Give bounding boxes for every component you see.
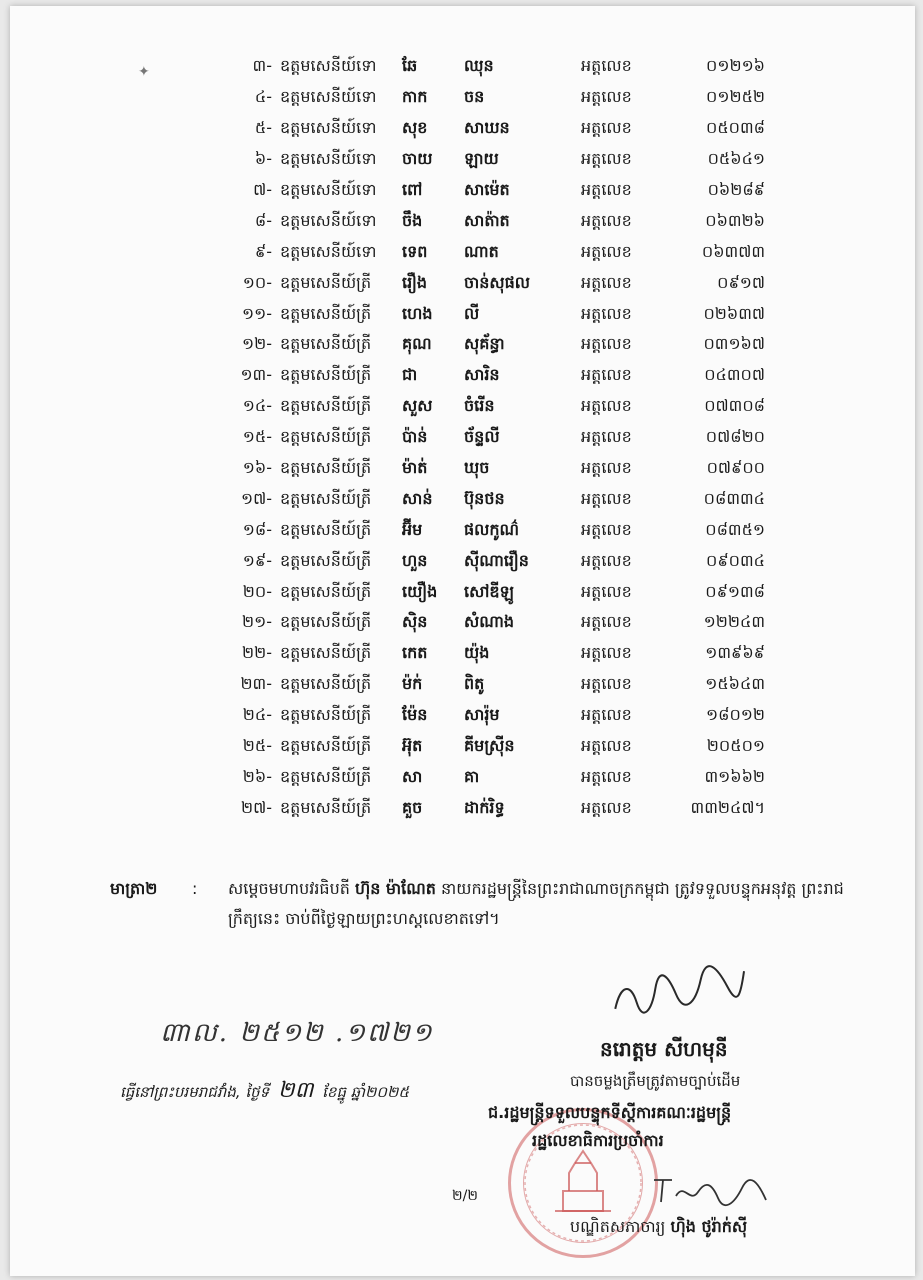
family-name: គួច (402, 797, 423, 817)
row-number: ១០- (242, 272, 272, 292)
row-number: ៤- (254, 87, 272, 107)
row-number: ២៤- (242, 705, 272, 725)
id-number: ២០៥០១ (706, 736, 765, 756)
family-name: សាន់ (402, 488, 433, 508)
id-label: អត្តលេខ (581, 365, 632, 385)
id-number: ០៧៣០៨ (704, 396, 765, 416)
rank-title: ឧត្តមសេនីយ៍ទោ (280, 118, 377, 138)
family-name: ទេព (402, 241, 428, 261)
rank-title: ឧត្តមសេនីយ៍ទោ (280, 210, 377, 230)
given-name: ប៊ុនថន (464, 488, 505, 508)
place-date (120, 1076, 409, 1108)
given-name: គា (464, 766, 480, 786)
rank-title: ឧត្តមសេនីយ៍ត្រី (280, 365, 372, 385)
list-row (10, 762, 765, 793)
certified-copy-note: បានចម្លងត្រឹមត្រូវតាមច្បាប់ដើម (570, 1072, 741, 1090)
row-number: ១៣- (240, 365, 272, 385)
id-label: អត្តលេខ (581, 458, 632, 478)
row-number: ១១- (242, 303, 272, 323)
id-label: អត្តលេខ (581, 272, 632, 292)
list-row (10, 454, 765, 485)
list-row (10, 52, 765, 83)
article-name: ហ៊ុន ម៉ាណែត (354, 879, 436, 898)
row-number: ៣- (252, 56, 272, 76)
given-name: ចន (464, 87, 485, 107)
family-name: សួស (402, 396, 433, 416)
row-number: ៥- (254, 118, 272, 138)
row-number: ២៣- (240, 674, 272, 694)
given-name: សាត៉ាត (464, 210, 510, 230)
given-name: ផលកូណ៌ (464, 519, 520, 539)
article-text (228, 874, 854, 934)
id-label: អត្តលេខ (581, 519, 632, 539)
rank-title: ឧត្តមសេនីយ៍ត្រី (280, 272, 372, 292)
id-label: អត្តលេខ (581, 303, 632, 323)
family-name: អ៊ុត (402, 736, 423, 756)
id-label: អត្តលេខ (581, 705, 632, 725)
row-number: ២៦- (242, 766, 272, 786)
id-label: អត្តលេខ (581, 210, 632, 230)
family-name: ពៅ (402, 180, 423, 199)
rank-title: ឧត្តមសេនីយ៍ទោ (280, 56, 377, 76)
given-name: គីមស្រ៊ីន (464, 736, 515, 756)
id-number: ៣៣២៤៧។ (690, 797, 765, 817)
family-name: ហេង (402, 303, 433, 323)
list-row (10, 793, 765, 824)
family-name: អ៊ីម (402, 519, 423, 539)
list-row (10, 639, 765, 670)
rank-title: ឧត្តមសេនីយ៍ទោ (280, 149, 377, 169)
given-name: ដាក់រិទ្ធ (464, 797, 505, 817)
article-text-before: សម្តេចមហាបវរធិបតី (228, 879, 355, 898)
family-name: ម៉ែន (402, 705, 428, 725)
given-name: ច័ន្ទលី (464, 427, 500, 447)
rank-title: ឧត្តមសេនីយ៍ត្រី (280, 427, 372, 447)
rank-title: ឧត្តមសេនីយ៍ត្រី (280, 334, 372, 354)
list-row (10, 670, 765, 701)
place-date-after: ខែធ្នូ ឆ្នាំ២០២៥ (322, 1083, 409, 1101)
list-row (10, 608, 765, 639)
id-number: ០៦២៨៩ (707, 180, 765, 199)
id-label: អត្តលេខ (581, 396, 632, 416)
id-number: ១៨០១២ (706, 705, 765, 725)
list-row (10, 732, 765, 763)
rank-title: ឧត្តមសេនីយ៍ទោ (280, 180, 377, 199)
given-name: លី (464, 303, 480, 323)
article-colon: : (192, 879, 198, 898)
rank-title: ឧត្តមសេនីយ៍ត្រី (280, 488, 372, 508)
id-number: ០៩១៧ (717, 272, 765, 292)
row-number: ៧- (253, 180, 272, 199)
certifier-prefix: បណ្ឌិតសភាចារ្យ (570, 1217, 671, 1236)
id-label: អត្តលេខ (581, 118, 632, 138)
list-row (10, 423, 765, 454)
signer-title-line2: រដ្ឋលេខាធិការប្រចាំការ (532, 1131, 664, 1150)
king-signature (608, 961, 753, 1026)
id-number: ០៦៣២៦ (705, 210, 765, 230)
id-label: អត្តលេខ (581, 488, 632, 508)
given-name: ស៊ីណារឿន (464, 550, 529, 570)
given-name: ឃុច (464, 458, 490, 478)
page-number: ២/២ (452, 1188, 478, 1204)
list-row (10, 145, 765, 176)
list-row (10, 176, 765, 207)
list-row (10, 701, 765, 732)
list-row (10, 206, 765, 237)
given-name: សារិន (464, 365, 500, 385)
family-name: សា (402, 766, 423, 786)
family-name: គុណ (402, 334, 432, 354)
id-label: អត្តលេខ (581, 766, 632, 786)
row-number: ៦- (254, 149, 272, 169)
given-name: សាម៉េត (464, 180, 510, 199)
rank-title: ឧត្តមសេនីយ៍ត្រី (280, 797, 372, 817)
certifier-name: ហ៊ិង ថូរ៉ាក់ស៊ី (670, 1217, 748, 1236)
row-number: ២០- (242, 581, 272, 601)
id-label: អត្តលេខ (581, 180, 632, 199)
id-label: អត្តលេខ (581, 550, 632, 570)
id-label: អត្តលេខ (581, 334, 632, 354)
id-number: ០៨៣៥១ (705, 519, 765, 539)
id-number: ០៦៣៧៣ (701, 241, 765, 261)
id-number: ១៥៦៤៣ (705, 674, 765, 694)
row-number: ១២- (242, 334, 272, 354)
id-number: ០៥០៣៨ (706, 118, 765, 138)
row-number: ១៧- (240, 488, 272, 508)
id-number: ០៩០៣៤ (706, 550, 765, 570)
row-number: ១៥- (242, 427, 272, 447)
id-number: ០២៦៣៧ (703, 303, 765, 323)
given-name: សាឃន (464, 118, 510, 138)
handwritten-reference-code: ៣ាល. ២៥១២ .១៧២១ (160, 1018, 434, 1048)
id-label: អត្តលេខ (581, 643, 632, 663)
signer-name: នរោត្តម សីហមុនី (600, 1037, 728, 1061)
family-name: យឿង (402, 581, 438, 601)
list-row (10, 268, 765, 299)
id-label: អត្តលេខ (581, 241, 632, 261)
rank-title: ឧត្តមសេនីយ៍ត្រី (280, 674, 372, 694)
id-label: អត្តលេខ (581, 736, 632, 756)
given-name: ឡាយ (464, 149, 499, 169)
id-number: ០៧៨២០ (705, 427, 765, 447)
rank-title: ឧត្តមសេនីយ៍ត្រី (280, 303, 372, 323)
document-page (10, 6, 915, 1276)
id-label: អត្តលេខ (581, 56, 632, 76)
family-name: ចឹង (402, 210, 423, 230)
list-row (10, 515, 765, 546)
appointee-list (10, 52, 765, 824)
id-label: អត្តលេខ (581, 87, 632, 107)
given-name: ចាន់សុផល (464, 272, 531, 292)
id-label: អត្តលេខ (581, 612, 632, 632)
id-label: អត្តលេខ (581, 674, 632, 694)
rank-title: ឧត្តមសេនីយ៍ត្រី (280, 766, 372, 786)
row-number: ១៤- (242, 396, 272, 416)
id-number: ១៣៩៦៩ (705, 643, 765, 663)
id-number: ០៥៦៤១ (707, 149, 765, 169)
id-label: អត្តលេខ (581, 797, 632, 817)
given-name: ពិតូ (464, 674, 485, 694)
list-row (10, 330, 765, 361)
list-row (10, 546, 765, 577)
id-number: ០៧៩០០ (706, 458, 765, 478)
id-number: ០១២១៦ (706, 56, 765, 76)
rank-title: ឧត្តមសេនីយ៍ត្រី (280, 519, 372, 539)
rank-title: ឧត្តមសេនីយ៍ទោ (280, 87, 377, 107)
id-label: អត្តលេខ (581, 427, 632, 447)
article-text-after: នាយករដ្ឋមន្ត្រីនៃព្រះរាជាណាចក្រកម្ពុជា ត្រូវទទួលបន្ទុកអនុវត្ត ព្រះរាជក្រឹត្យនេះ ចាប់ពីថ្ងៃឡាយព្រះហស្តលេខាតទៅ។ (228, 879, 844, 928)
row-number: ១៩- (242, 550, 272, 570)
id-number: ០៨៣៣៤ (703, 488, 765, 508)
place-date-day: ២៣ (277, 1078, 314, 1103)
list-row (10, 237, 765, 268)
family-name: ស៊ិន (402, 612, 428, 632)
family-name: កេត (402, 643, 428, 663)
given-name: ឈុន (464, 56, 494, 76)
family-name: ប៉ាន់ (402, 427, 428, 447)
rank-title: ឧត្តមសេនីយ៍ត្រី (280, 581, 372, 601)
row-number: ២២- (242, 643, 272, 663)
id-label: អត្តលេខ (581, 581, 632, 601)
family-name: សុខ (402, 118, 428, 138)
row-number: ២១- (242, 612, 272, 632)
row-number: ១៦- (242, 458, 272, 478)
rank-title: ឧត្តមសេនីយ៍ទោ (280, 241, 377, 261)
id-number: ០៣១៦៧ (703, 334, 765, 354)
given-name: សុគ័ន្ធា (464, 334, 505, 354)
family-name: ជា (402, 365, 418, 385)
initial-signature (650, 1174, 770, 1213)
family-name: រឿង (402, 272, 428, 292)
rank-title: ឧត្តមសេនីយ៍ត្រី (280, 612, 372, 632)
signer-title-line1: ជ.រដ្ឋមន្ត្រីទទួលបន្ទុកទីស្តីការគណៈរដ្ឋមន្ត្រី (488, 1103, 732, 1122)
rank-title: ឧត្តមសេនីយ៍ត្រី (280, 396, 372, 416)
id-number: ០៤៣០៧ (704, 365, 765, 385)
id-number: ០៩១៣៨ (705, 581, 765, 601)
family-name: កាក (402, 87, 428, 107)
family-name: ចាយ (402, 149, 433, 169)
rank-title: ឧត្តមសេនីយ៍ត្រី (280, 705, 372, 725)
family-name: ម៉ាត់ (402, 458, 428, 478)
list-row (10, 299, 765, 330)
row-number: ២៧- (240, 797, 272, 817)
id-number: ៣១៦៦២ (704, 766, 765, 786)
given-name: យ៉ុង (464, 643, 490, 663)
row-number: ២៥- (242, 736, 272, 756)
given-name: ណាត (464, 241, 499, 261)
list-row (10, 361, 765, 392)
given-name: សំណាង (464, 612, 514, 632)
rank-title: ឧត្តមសេនីយ៍ត្រី (280, 736, 372, 756)
given-name: ចំរើន (464, 396, 495, 416)
family-name: ម៉ក់ (402, 674, 423, 694)
rank-title: ឧត្តមសេនីយ៍ត្រី (280, 550, 372, 570)
row-number: ៩- (254, 241, 272, 261)
given-name: សារ៉ុម (464, 705, 500, 725)
list-row (10, 83, 765, 114)
family-name: ឆែ (402, 56, 418, 76)
certifier-line (570, 1216, 747, 1240)
bullet-mark: ✦ (138, 64, 150, 80)
row-number: ១៨- (242, 519, 272, 539)
id-number: ១២២៤៣ (703, 612, 765, 632)
given-name: សៅឌីឡូ (464, 581, 514, 601)
row-number: ៨- (254, 210, 272, 230)
list-row (10, 577, 765, 608)
rank-title: ឧត្តមសេនីយ៍ត្រី (280, 643, 372, 663)
rank-title: ឧត្តមសេនីយ៍ត្រី (280, 458, 372, 478)
family-name: ហួន (402, 550, 428, 570)
list-row (10, 114, 765, 145)
place-date-before: ធ្វើនៅព្រះបរមរាជវាំង, ថ្ងៃទី (120, 1083, 270, 1101)
list-row (10, 392, 765, 423)
id-label: អត្តលេខ (581, 149, 632, 169)
id-number: ០១២៥២ (706, 87, 765, 107)
article-label: មាត្រា២ (110, 879, 158, 898)
list-row (10, 484, 765, 515)
